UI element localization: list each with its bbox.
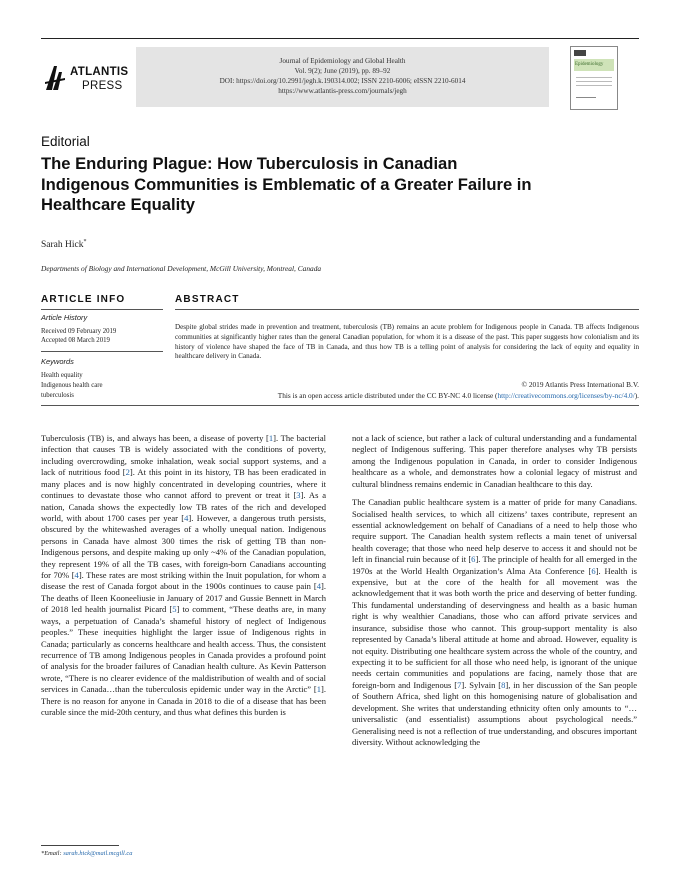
citation-link[interactable]: 1 bbox=[316, 684, 322, 695]
citation-link[interactable]: 4 bbox=[184, 512, 189, 523]
footnote bbox=[41, 850, 132, 857]
journal-info-box bbox=[136, 47, 549, 107]
body-text: ]. However, a dangerous truth persists, obscured by the whitewashed averages of a wholly unequal nation. Indigenous persons in Canada have almost 300 times the risk of getting TB than non-Indigenous persons, and despite making up only ~4% of the Canadian population, they represent 19% of all the TB cases, with foreign-born Canadians accounting for 70% [ bbox=[41, 512, 326, 581]
body-paragraph bbox=[352, 497, 637, 748]
article-info-rule bbox=[41, 309, 163, 310]
footnote-rule bbox=[41, 845, 119, 846]
journal-volume: Vol. 9(2); June (2019), pp. 89–92 bbox=[294, 67, 391, 75]
author-name: Sarah Hick bbox=[41, 240, 84, 251]
citation-link[interactable]: 3 bbox=[296, 490, 301, 501]
body-text: ] to comment, “These deaths are, in many ways, a perpetuation of Canada’s shameful history of neglect of Indigenous peoples.” These inequities highlight the larger issue of Indigenous rights in Canada; particularly as concerns healthcare and health access. Thus, the consistent recurrence of TB among Indigenous peoples in Canada provides a profound point of analysis for the broader failures of Canadian health culture. As Kevin Patterson wrote, “There is no clearer evidence of the maldistribution of wealth and of social services in Canada…than the tuberculosis epidemic under way in the Arctic” [ bbox=[41, 604, 326, 695]
journal-cover-thumbnail bbox=[570, 46, 618, 110]
author-mark: * bbox=[83, 239, 87, 245]
article-title: The Enduring Plague: How Tuberculosis in Canadian Indigenous Communities is Emblematic of a Greater Failure in Healthcare Equality bbox=[41, 154, 532, 214]
citation-link[interactable]: 1 bbox=[268, 433, 274, 443]
body-text: ]. At this point in its history, TB has been eradicated in many places and is now highly concentrated in developing countries, where it continues to devastate those who cannot afford to prevent or treat it [ bbox=[41, 467, 326, 501]
article-history-label: Article History bbox=[41, 313, 88, 322]
affiliation: Departments of Biology and International Development, McGill University, Montreal, Canada bbox=[41, 264, 322, 273]
body-text: ]. The bacterial infection that causes TB is widely associated with the conditions of poverty, including overcrowding, smoke inhalation, weak social support systems, and a lack of nutritious food [ bbox=[41, 433, 326, 478]
publisher-name-line2: PRESS bbox=[82, 80, 123, 92]
body-text: ], in her discussion of the San people of Southern Africa, shed light on this homogenising nature of globalisation and development. She writes that understanding ethnicity often only amounts to “…universalistic (and essentialist) assumptions about psychological needs.” Generalising need is not a reflection of true understanding, and obscures important diversity. Without acknowledging the bbox=[352, 679, 637, 747]
citation-link[interactable]: 5 bbox=[172, 604, 177, 615]
body-text: ]. The principle of health for all emerged in the 1970s at the World Health Organization’s Alma Ata Conference [ bbox=[352, 554, 638, 576]
publisher-logo bbox=[44, 60, 129, 100]
abstract-bottom-rule bbox=[41, 405, 639, 406]
citation-link[interactable]: 6 bbox=[471, 554, 476, 565]
article-info-divider bbox=[41, 351, 163, 352]
license-suffix: ). bbox=[634, 391, 639, 400]
body-column-right bbox=[352, 433, 637, 755]
body-text: ]. These rates are most striking within the Inuit population, for whom a disease the rest of Canada forgot about in the 1900s continues to cause pain [ bbox=[41, 570, 326, 592]
abstract-heading: ABSTRACT bbox=[175, 294, 240, 305]
article-type: Editorial bbox=[41, 134, 90, 149]
body-paragraph bbox=[41, 433, 326, 719]
abstract-text: Despite global strides made in prevention and treatment, tuberculosis (TB) remains an acute problem for Indigenous people in Canada. TB affects Indigenous communities at significantly higher rates than the general Canadian population, for whom it is a disease of the past. This paper suggests how colonialism and its history of violence have shaped the face of TB in Canada, and thus how TB is a telling point of analysis for considering the lack of equity and equality in healthcare delivery in Canada. bbox=[175, 323, 639, 361]
author-email-link[interactable]: sarah.hick@mail.mcgill.ca bbox=[63, 850, 133, 857]
journal-doi[interactable]: DOI: https://doi.org/10.2991/jegh.k.190314.002; ISSN 2210-6006; eISSN 2210-6014 bbox=[219, 77, 466, 85]
license-statement bbox=[175, 391, 639, 400]
abstract-rule bbox=[175, 309, 639, 310]
body-text: ]. The deaths of Ileen Kooneeliusie in January of 2017 and Gussie Bennett in March of 2018 led health journalist Picard [ bbox=[41, 581, 326, 615]
citation-link[interactable]: 8 bbox=[501, 679, 506, 690]
received-date: Received 09 February 2019 bbox=[41, 328, 117, 335]
body-text: ]. There is no reason for anyone in Canada in 2018 to die of a disease that has been curable since the mid-20th century, and thus what defines this burden is bbox=[41, 684, 326, 718]
footnote-label: *Email: bbox=[41, 850, 64, 857]
keyword: Health equality bbox=[41, 372, 83, 379]
author bbox=[41, 239, 86, 250]
citation-link[interactable]: 2 bbox=[125, 467, 130, 478]
article-info-heading: ARTICLE INFO bbox=[41, 294, 126, 305]
keywords-label: Keywords bbox=[41, 357, 74, 366]
journal-name: Journal of Epidemiology and Global Health bbox=[279, 57, 406, 65]
atlantis-logo-icon bbox=[44, 64, 66, 92]
citation-link[interactable]: 4 bbox=[74, 570, 79, 581]
keyword: tuberculosis bbox=[41, 392, 74, 399]
keyword: Indigenous health care bbox=[41, 382, 103, 389]
body-text: Tuberculosis (TB) is, and always has been, a disease of poverty [ bbox=[41, 433, 269, 443]
license-link[interactable]: http://creativecommons.org/licenses/by-nc/4.0/ bbox=[497, 391, 635, 400]
copyright: © 2019 Atlantis Press International B.V. bbox=[521, 380, 639, 389]
citation-link[interactable]: 4 bbox=[316, 581, 322, 592]
citation-link[interactable]: 7 bbox=[457, 679, 462, 690]
body-column-left bbox=[41, 433, 326, 726]
body-text: ]. As a nation, Canada shows the expectedly low TB rates of the rich and developed world, with about 1700 cases per year [ bbox=[41, 490, 326, 523]
body-paragraph bbox=[352, 433, 637, 490]
top-rule bbox=[41, 38, 639, 39]
publisher-name-line1: ATLANTIS bbox=[70, 66, 129, 78]
license-prefix: This is an open access article distributed under the CC BY-NC 4.0 license ( bbox=[277, 391, 498, 400]
body-text: not a lack of science, but rather a lack of cultural understanding and a fundamental neglect of Indigenous suffering. This paper therefore analyses why TB persists among the Indigenous population in Canada, in order to consider Indigenous healthcare as a whole, and demonstrates how a colonial legacy of mistrust and cultural blindness remains endemic in Canadian healthcare to this day. bbox=[352, 433, 637, 489]
citation-link[interactable]: 6 bbox=[591, 565, 596, 576]
body-text: ]. Sylvain [ bbox=[461, 679, 502, 690]
journal-url[interactable]: https://www.atlantis-press.com/journals/jegh bbox=[278, 87, 407, 95]
accepted-date: Accepted 08 March 2019 bbox=[41, 337, 110, 344]
cover-title: Epidemiology bbox=[575, 62, 604, 67]
body-text: The Canadian public healthcare system is a matter of pride for many Canadians. Socialised health services, to which all citizens’ taxes contribute, represent an essential acknowledgement on behalf of Canadians of a need to help those who require support. The Canadian health system reflects a main tenet of universal health coverage; that those who need help deserve to access it and should not be left in financial ruin because of it [ bbox=[352, 497, 637, 565]
body-text: ]. Health is expensive, but at the core of the health for all movement was the acknowledgement that it was both worth the price and deserving of better funding. This fundamental understanding of deservingness and health as a basic human right is why wealthier Canadians, those who can afford private services and insurance, subsidise those who cannot. This group-support mentality is also represented by Canada’s liberal attitude at home and abroad. However, equality is not equity. Distributing one healthcare system across the whole of the country, and expecting it to be sufficient for all those who need help, is ignorant of the unique needs certain communities and populations are facing, namely those that are foreign-born and Indigenous [ bbox=[352, 565, 637, 690]
